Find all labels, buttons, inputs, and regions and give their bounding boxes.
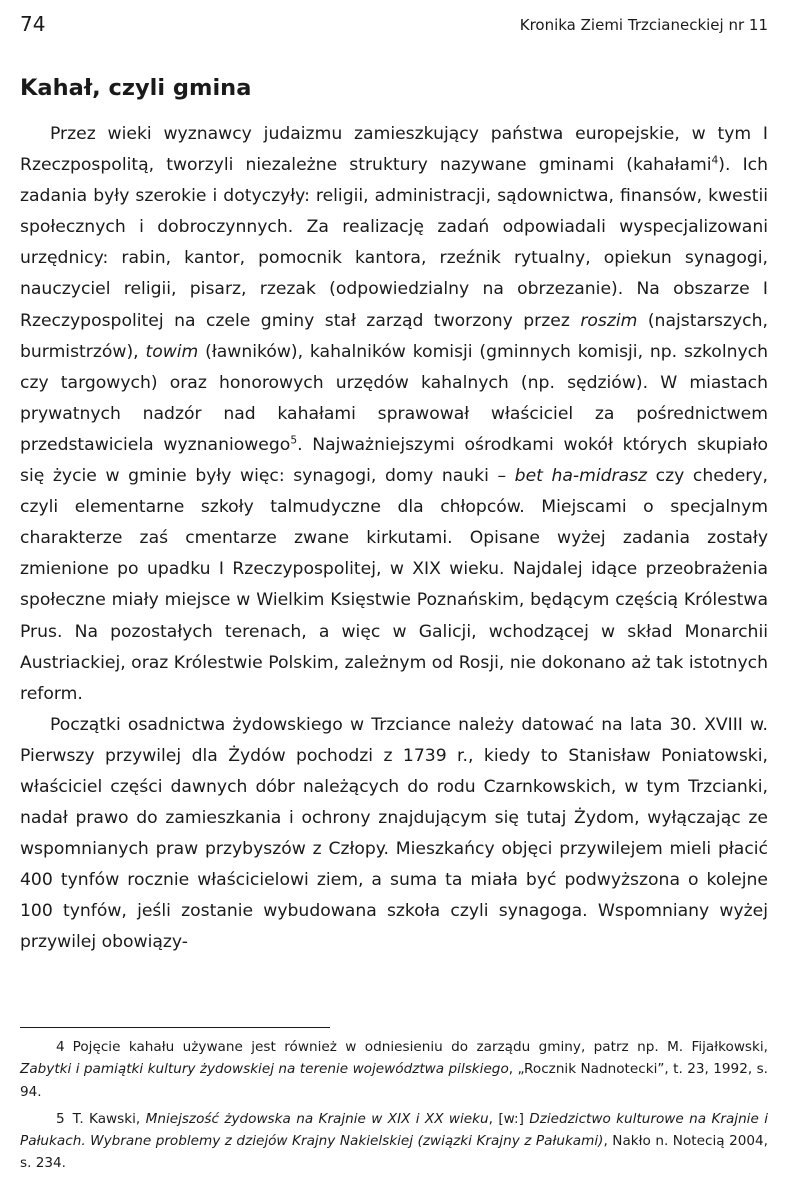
paragraph-1-part-5: . Najważniejszymi ośrodkami wokół których skupiało się życie w gminie były więc: synagogi, domy nauki – — [20, 434, 768, 487]
paragraph-1-part-3: (najstarszych, burmistrzów), — [20, 310, 768, 362]
footnote-book-title: Zabytki i pamiątki kultury żydowskiej na terenie województwa pilskiego — [20, 1061, 509, 1078]
footnote-5 — [20, 1108, 768, 1175]
running-header — [20, 10, 768, 40]
footnote-text: T. Kawski, — [72, 1110, 146, 1127]
footnote-number: 5 — [56, 1110, 65, 1127]
term-towim: towim — [145, 341, 199, 362]
paragraph-1-part-6: czy chedery, czyli elementarne szkoły talmudyczne dla chłopców. Miejscami o specjalnym charakterze zaś cmentarze zwane kirkutami. Opisane wyżej zadania zostały zmienione po upadku I Rzeczypospolitej, w XIX wieku. Najdalej idące przeobrażenia społeczne miały miejsce w Wielkim Księstwie Poznańskim, będącym częścią Królestwa Prus. Na pozostałych terenach, a więc w Galicji, wchodzącej w skład Monarchii Austriackiej, oraz Królestwie Polskim, zależnym od Rosji, nie dokonano aż tak istotnych reform. — [20, 466, 768, 704]
footnote-book-title: Dziedzictwo kulturowe na Krajnie i Pałukach. Wybrane problemy z dziejów Krajny Nakielskiej (związki Krajny z Pałukami) — [20, 1110, 768, 1150]
footnote-4 — [20, 1036, 768, 1103]
section-title: Kahał, czyli gmina — [20, 75, 252, 101]
footnote-number: 4 — [56, 1039, 65, 1055]
footnote-ref-5[interactable]: 5 — [290, 433, 298, 447]
page-number: 74 — [20, 12, 46, 36]
footnote-text: Pojęcie kahału używane jest również w odniesieniu do zarządu gminy, patrz np. M. Fijałkowski, — [72, 1039, 768, 1055]
footnote-text: , „Rocznik Nadnotecki”, t. 23, 1992, s. 94. — [20, 1061, 768, 1100]
footnote-text: , [w:] — [488, 1110, 530, 1127]
paragraph-1-part-2: ). Ich zadania były szerokie i dotyczyły: religii, administracji, sądownictwa, finansów, kwestii społecznych i dobroczynnych. Za realizację zadań odpowiadali wyspecjalizowani urzędnicy: rabin, kantor, pomocnik kantora, rzeźnik rytualny, opiekun synagogi, nauczyciel religii, pisarz, rzezak (odpowiedzialny na obrzezanie). Na obszarze I Rzeczypospolitej na czele gminy stał zarząd tworzony przez — [20, 155, 768, 331]
paragraph-1 — [20, 119, 768, 710]
document-page — [20, 0, 768, 1200]
paragraph-2: Początki osadnictwa żydowskiego w Trzciance należy datować na lata 30. XVIII w. Pierwszy przywilej dla Żydów pochodzi z 1739 r., kiedy to Stanisław Poniatowski, właściciel części dawnych dóbr należących do rodu Czarnkowskich, w tym Trzcianki, nadał prawo do zamieszkania i ochrony znajdującym się tutaj Żydom, wyłączając ze wspomnianych praw przybyszów z Człopy. Mieszkańcy objęci przywilejem mieli płacić 400 tynfów rocznie właścicielowi ziem, a suma ta miała być podwyższona o kolejne 100 tynfów, jeśli zostanie wybudowana szkoła czyli synagoga. Wspomniany wyżej przywilej obowiązy- — [20, 714, 768, 953]
body-text — [20, 119, 768, 959]
footnote-text: , Nakło n. Notecią 2004, s. 234. — [20, 1133, 768, 1172]
journal-title: Kronika Ziemi Trzcianeckiej nr 11 — [519, 16, 768, 34]
footnotes — [20, 1036, 768, 1180]
term-bet-ha-midrasz: bet ha-midrasz — [514, 466, 648, 487]
footnote-ref-4[interactable]: 4 — [711, 153, 719, 167]
footnote-book-title: Mniejszość żydowska na Krajnie w XIX i XX wieku — [145, 1110, 489, 1127]
paragraph-1-part-1: Przez wieki wyznawcy judaizmu zamieszkujący państwa europejskie, w tym I Rzeczpospolitą, tworzyli niezależne struktury nazywane gminami (kahałami — [20, 124, 768, 176]
paragraph-1-part-4: (ławników), kahalników komisji (gminnych komisji, np. szkolnych czy targowych) oraz honorowych urzędów kahalnych (np. sędziów). W miastach prywatnych nadzór nad kahałami sprawował właściciel za pośrednictwem przedstawiciela wyznaniowego — [20, 341, 768, 455]
term-roszim: roszim — [580, 310, 638, 331]
footnote-divider — [20, 1027, 330, 1028]
